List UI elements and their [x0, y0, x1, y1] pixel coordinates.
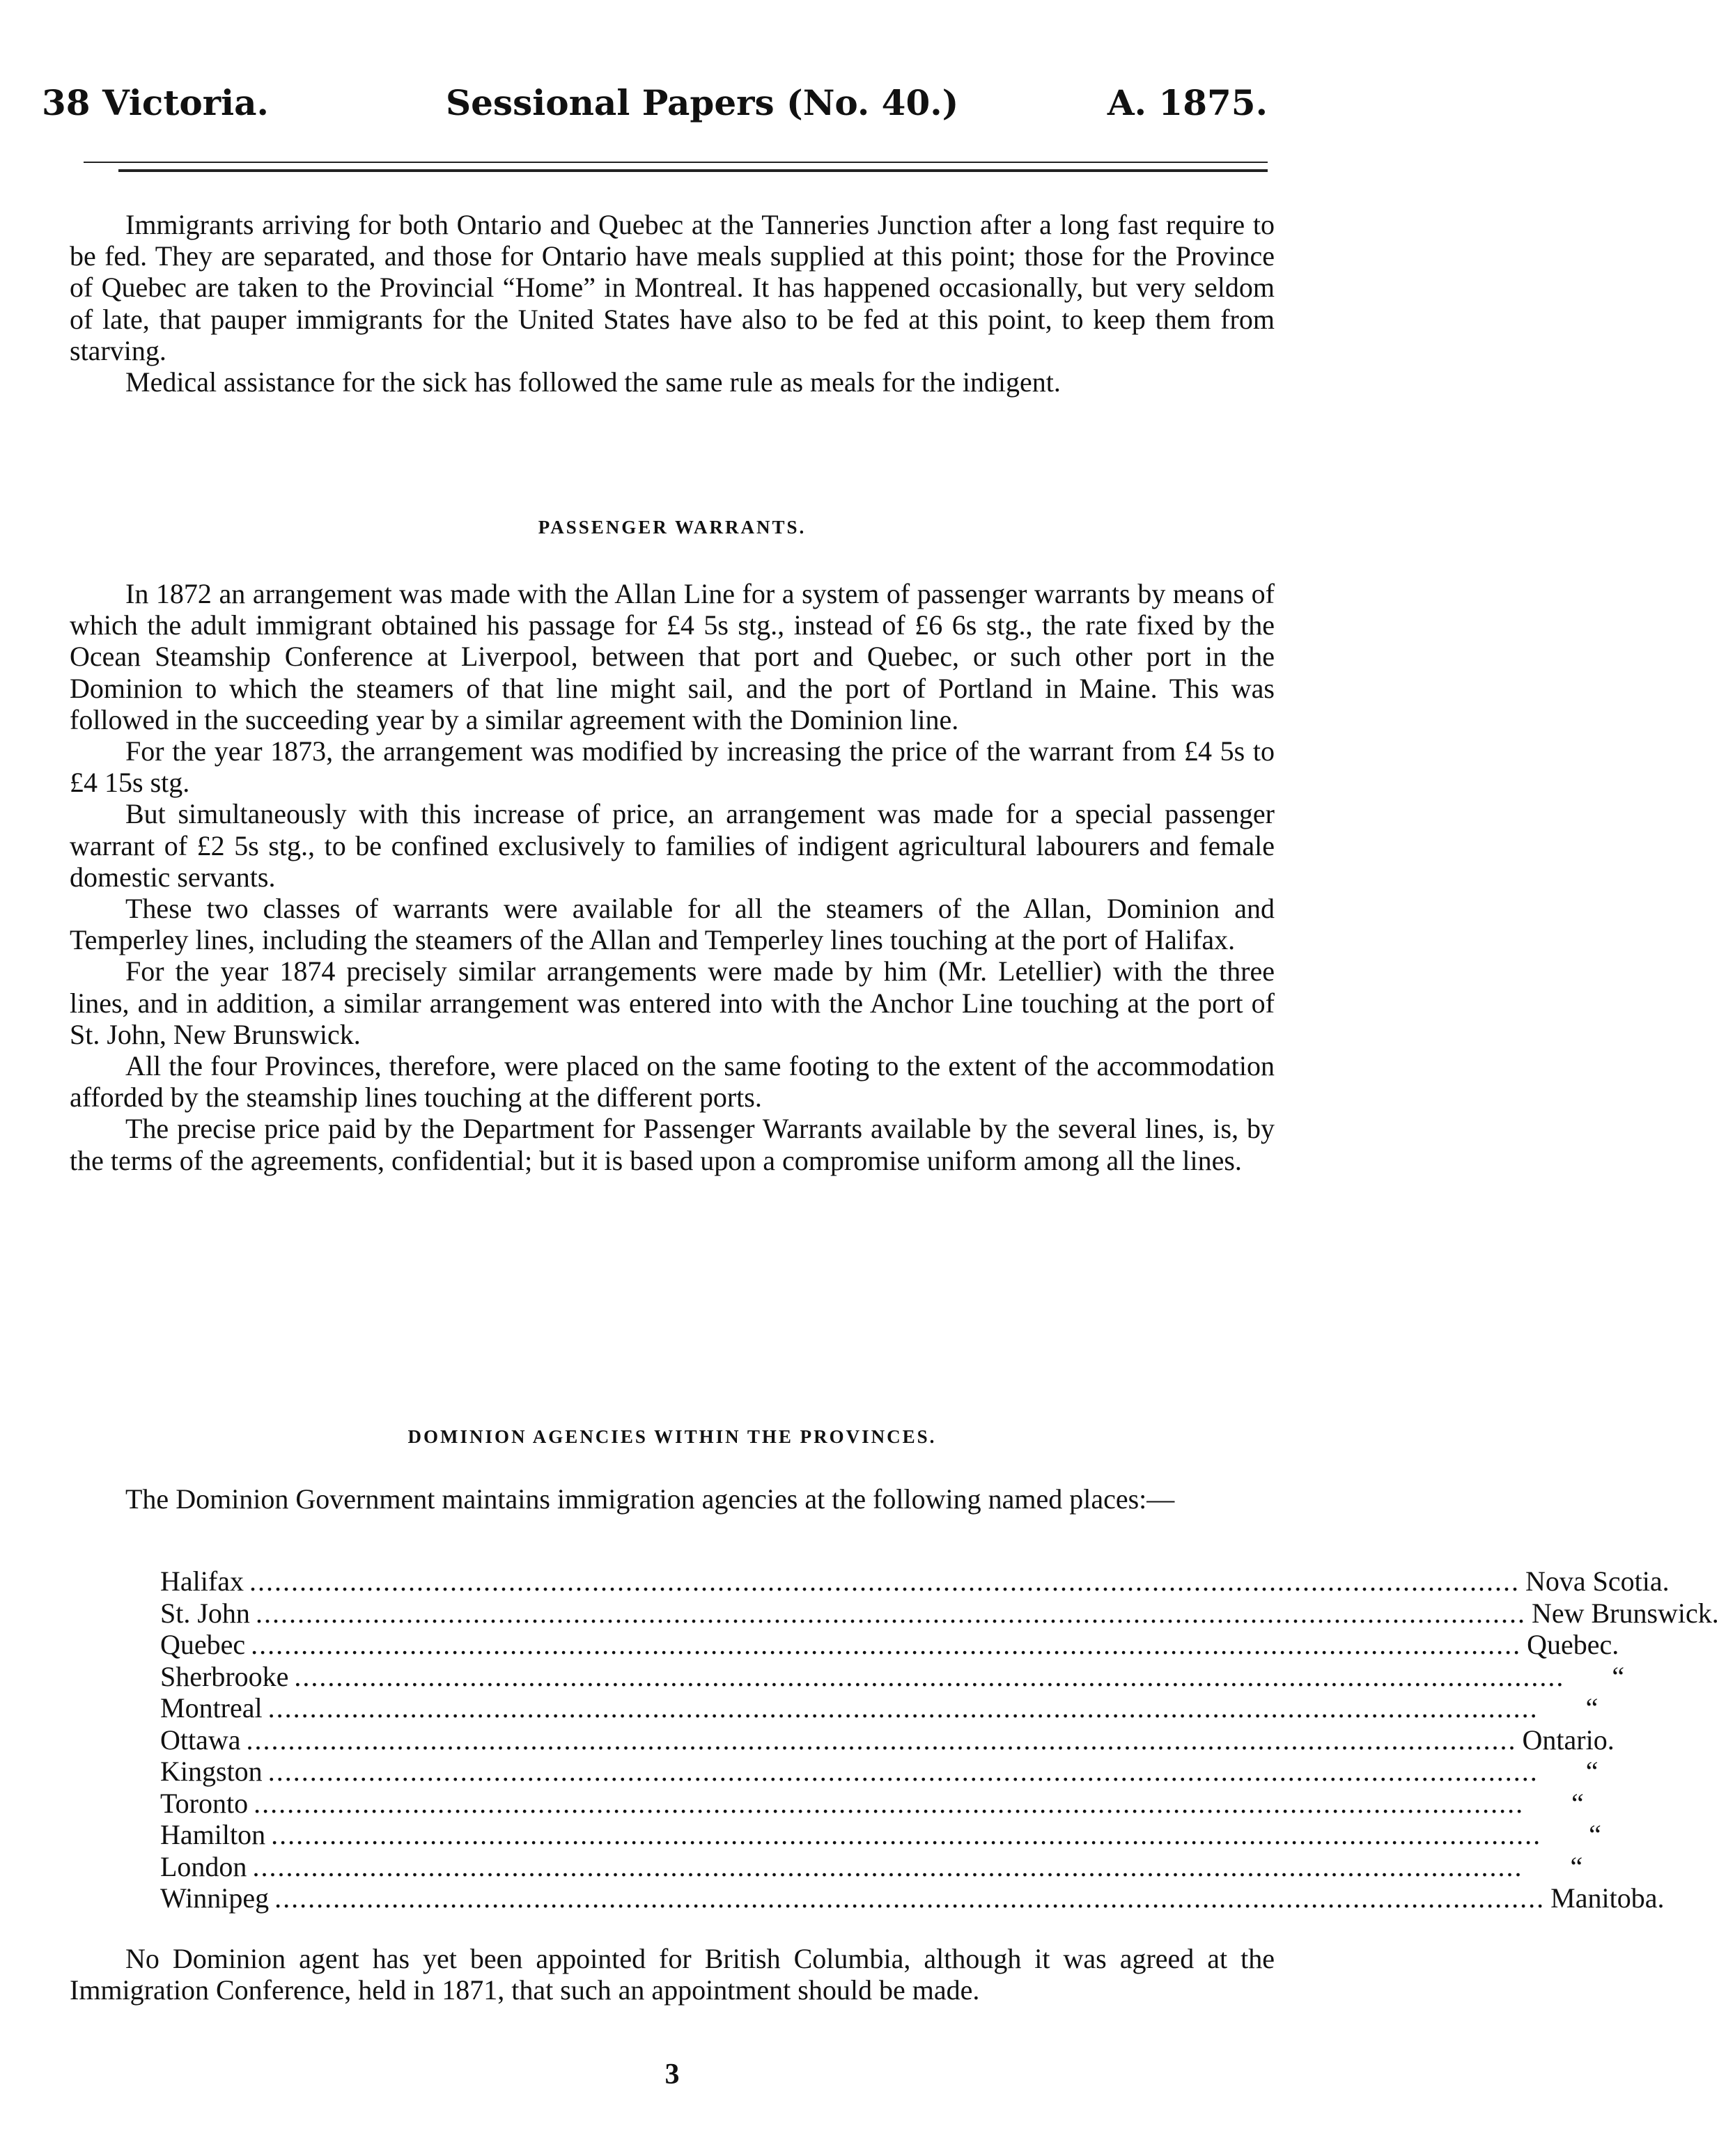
header-title: Sessional Papers (No. 40.) — [446, 82, 959, 123]
place-province: New Brunswick. — [1531, 1597, 1719, 1629]
leader-dots: ........................................................................................................................................................ — [294, 1660, 1565, 1692]
leader-dots: ........................................................................................................................................................ — [252, 1850, 1523, 1882]
list-item — [160, 1787, 1584, 1820]
place-name: Toronto — [160, 1787, 249, 1819]
list-item — [160, 1819, 1601, 1851]
leader-dots: ........................................................................................................................................................ — [255, 1597, 1526, 1629]
header-rule-thick — [118, 169, 1268, 172]
place-name: Montreal — [160, 1692, 263, 1724]
list-item — [160, 1565, 1670, 1598]
leader-dots: ........................................................................................................................................................ — [267, 1692, 1539, 1724]
place-province: Ontario. — [1522, 1724, 1615, 1756]
running-header — [42, 82, 1268, 138]
list-item — [160, 1724, 1615, 1756]
paragraph: The precise price paid by the Department for Passenger Warrants available by the several lines, is, by the terms of the agreements, confidential; but it is based upon a compromise uniform among all the lines. — [70, 1113, 1275, 1176]
paragraph: Medical assistance for the sick has followed the same rule as meals for the indigent. — [125, 366, 1061, 398]
place-name: Winnipeg — [160, 1882, 270, 1914]
leader-dots: ........................................................................................................................................................ — [274, 1882, 1546, 1914]
place-name: London — [160, 1850, 247, 1882]
place-name: Sherbrooke — [160, 1660, 289, 1692]
paragraph: For the year 1873, the arrangement was modified by increasing the price of the warrant from £4 5s to £4 15s stg. — [70, 735, 1275, 799]
section-passenger-warrants — [70, 578, 1275, 1176]
section-immigrants-feeding — [70, 209, 1275, 398]
place-name: Hamilton — [160, 1819, 266, 1850]
list-item — [160, 1756, 1599, 1788]
leader-dots: ........................................................................................................................................................ — [249, 1565, 1520, 1597]
place-province: “ — [1612, 1660, 1625, 1692]
list-item — [160, 1660, 1625, 1693]
paragraph: For the year 1874 precisely similar arrangements were made by him (Mr. Letellier) with the three lines, and in addition, a similar arrangement was entered into with the Anchor Line touching at the port of St. John, New Brunswick. — [70, 955, 1275, 1050]
paragraph: No Dominion agent has yet been appointed for British Columbia, although it was agreed at the Immigration Conference, held in 1871, that such an appointment should be made. — [70, 1943, 1275, 2006]
list-item — [160, 1692, 1599, 1724]
header-rule-thin — [84, 162, 1268, 163]
agency-places-list — [160, 1565, 1719, 1914]
leader-dots: ........................................................................................................................................................ — [254, 1787, 1525, 1819]
page-number: 3 — [664, 2059, 680, 2091]
place-name: Halifax — [160, 1565, 244, 1597]
leader-dots: ........................................................................................................................................................ — [251, 1629, 1522, 1660]
paragraph: The Dominion Government maintains immigration agencies at the following named places:— — [125, 1483, 1175, 1515]
place-name: Kingston — [160, 1756, 263, 1787]
place-name: Quebec — [160, 1629, 246, 1660]
closing-note — [70, 1943, 1275, 2006]
place-province: “ — [1585, 1692, 1599, 1724]
leader-dots: ........................................................................................................................................................ — [246, 1724, 1517, 1756]
list-item — [160, 1850, 1583, 1883]
paragraph: In 1872 an arrangement was made with the Allan Line for a system of passenger warrants by means of which the adult immigrant obtained his passage for £4 5s stg., instead of £6 6s stg., the rate fixed by the Ocean Steamship Conference at Liverpool, between that port and Quebec, or such other port in the Dominion to which the steamers of that line might sail, and the port of Portland in Maine. This was followed in the succeeding year by a similar agreement with the Dominion line. — [70, 578, 1275, 735]
heading-passenger-warrants: PASSENGER WARRANTS. — [538, 517, 807, 538]
place-province: Quebec. — [1527, 1629, 1619, 1660]
leader-dots: ........................................................................................................................................................ — [271, 1819, 1542, 1850]
place-province: Manitoba. — [1550, 1882, 1665, 1914]
place-province: “ — [1585, 1756, 1599, 1787]
list-item — [160, 1597, 1719, 1630]
paragraph: But simultaneously with this increase of price, an arrangement was made for a special passenger warrant of £2 5s stg., to be confined exclusively to families of indigent agricultural labourers and female domestic servants. — [70, 798, 1275, 893]
heading-dominion-agencies: DOMINION AGENCIES WITHIN THE PROVINCES. — [407, 1426, 937, 1447]
place-name: St. John — [160, 1597, 250, 1629]
paragraph: These two classes of warrants were available for all the steamers of the Allan, Dominion and Temperley lines, including the steamers of the Allan and Temperley lines touching at the port of Halifax. — [70, 893, 1275, 956]
header-volume: 38 Victoria. — [42, 82, 269, 123]
place-name: Ottawa — [160, 1724, 241, 1756]
place-province: “ — [1589, 1819, 1601, 1850]
header-year: A. 1875. — [1107, 82, 1268, 123]
paragraph: All the four Provinces, therefore, were placed on the same footing to the extent of the accommodation afforded by the steamship lines touching at the different ports. — [70, 1050, 1275, 1114]
list-item — [160, 1882, 1665, 1914]
agencies-intro — [70, 1483, 1275, 1515]
leader-dots: ........................................................................................................................................................ — [267, 1756, 1539, 1787]
place-province: “ — [1570, 1850, 1583, 1882]
place-province: “ — [1571, 1787, 1584, 1819]
list-item — [160, 1629, 1619, 1661]
paragraph: Immigrants arriving for both Ontario and Quebec at the Tanneries Junction after a long fast require to be fed. They are separated, and those for Ontario have meals supplied at this point; those for the Province of Quebec are taken to the Provincial “Home” in Montreal. It has happened occasionally, but very seldom of late, that pauper immigrants for the United States have also to be fed at this point, to keep them from starving. — [70, 209, 1275, 366]
place-province: Nova Scotia. — [1525, 1565, 1670, 1597]
